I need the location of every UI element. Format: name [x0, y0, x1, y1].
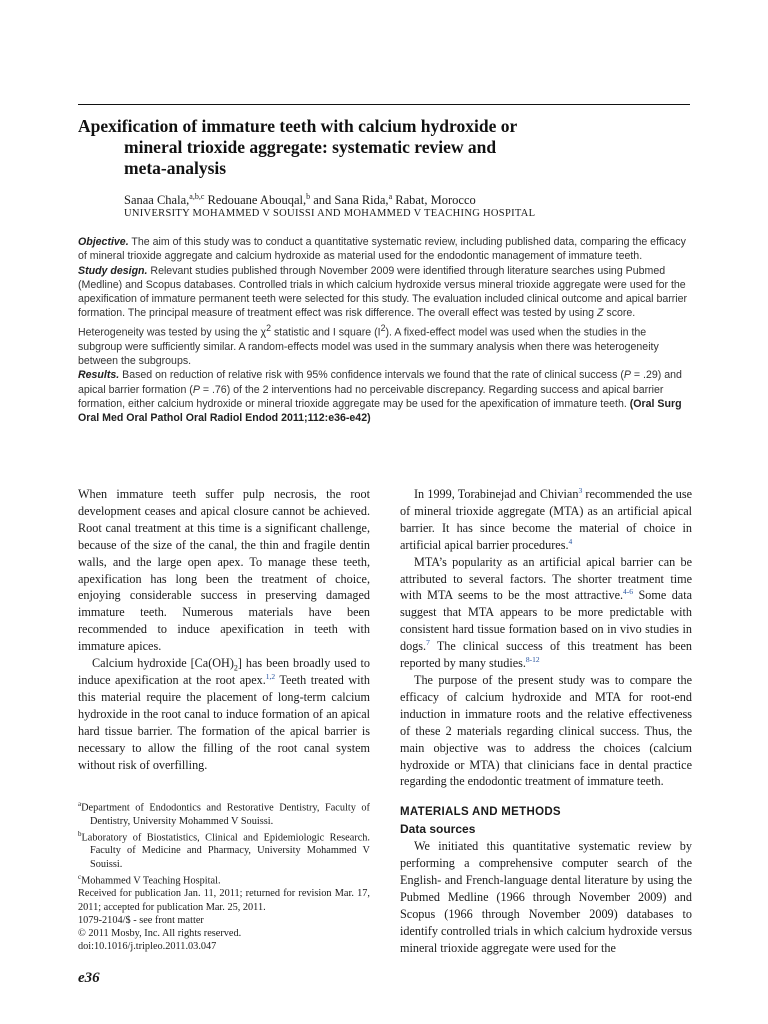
design-z: Z: [596, 307, 604, 320]
objective-label: Objective.: [78, 236, 129, 248]
design-text-3: statistic and I square (I: [271, 326, 381, 339]
subheading-data-sources: Data sources: [400, 822, 476, 837]
author-chala: Sanaa Chala,: [124, 193, 190, 208]
p2-text-c: Teeth treated with this material require the placement of long-term calcium hydroxide in the root canal to induce formation of an apical hard tissue barrier. The formation of the apical barrier is necessary to allow the filling of the root canal system without risk of overfilling.: [78, 672, 370, 772]
study-design-label: Study design.: [78, 264, 148, 277]
issn-line: 1079-2104/$ - see front matter: [78, 914, 204, 926]
chi-square-sup: 2: [266, 322, 272, 333]
title-line-3: meta-analysis: [124, 158, 227, 178]
author-abouqal: Redouane Abouqal,: [204, 193, 307, 208]
ref-4-link[interactable]: 4: [568, 536, 573, 546]
footnote-b: [78, 828, 370, 871]
intro-paragraph-2: [78, 655, 370, 773]
title-line-2: mineral trioxide aggregate: systematic review and: [124, 137, 497, 157]
i-square-sup: 2: [380, 322, 386, 333]
rp1-text-b: recommended the use of mineral trioxide aggregate (MTA) as an artificial apical barrier. It has since become the material of choice in artificial apical barrier procedures.: [400, 487, 692, 552]
right-paragraph-1: [400, 486, 692, 554]
right-paragraph-4: We initiated this quantitative systematic review by performing a comprehensive computer search of the English- and French-language dental literature by using the Pubmed Medline (1966 through November 2009) and Scopus (1966 through November 2009) databases to identify controlled trials in which calcium hydroxide versus mineral trioxide aggregate were used for the: [400, 839, 692, 955]
author-location: Rabat, Morocco: [392, 193, 476, 208]
journal-citation: (Oral Surg Oral Med Oral Pathol Oral Radiol Endod 2011;112:e36-e42): [78, 397, 682, 425]
footnote-a: [78, 798, 370, 828]
objective-text: The aim of this study was to conduct a quantitative systematic review, including published data, comparing the efficacy of mineral trioxide aggregate and calcium hydroxide as material used for the endodontic management of immature teeth.: [78, 236, 686, 263]
right-column: [400, 486, 692, 956]
p2-subscript: 2: [233, 663, 238, 673]
author-rida-affil: a: [388, 192, 393, 201]
footnote-c-text: Mohammed V Teaching Hospital.: [81, 875, 221, 887]
title-line-1: Apexification of immature teeth with calcium hydroxide or: [78, 116, 518, 136]
author-rida: and Sana Rida,: [310, 193, 389, 208]
results-p1: P: [623, 369, 631, 382]
results-p2: P: [192, 383, 200, 396]
abstract: [78, 235, 690, 425]
author-list: [124, 189, 476, 208]
rp2-text-a: MTA’s popularity as an artificial apical barrier can be attributed to several factors. The shorter treatment time with MTA seems to be the most attractive.: [400, 554, 692, 603]
doi-link[interactable]: doi:10.1016/j.tripleo.2011.03.047: [78, 941, 217, 953]
footnote-c: [78, 871, 370, 888]
abstract-study-design: [78, 264, 690, 369]
received-dates: Received for publication Jan. 11, 2011; returned for revision Mar. 17, 2011; accepted for publication Mar. 25, 2011.: [78, 888, 370, 913]
rp2-text-c: The clinical success of this treatment has been reported by many studies.: [400, 639, 692, 671]
footnote-b-marker: b: [78, 829, 82, 838]
abstract-results: [78, 368, 690, 425]
rp1-text-a: In 1999, Torabinejad and Chivian: [414, 487, 579, 501]
left-column: [78, 486, 370, 773]
copyright-line: © 2011 Mosby, Inc. All rights reserved.: [78, 928, 242, 940]
right-paragraph-2: [400, 554, 692, 672]
footnotes: [78, 798, 370, 954]
design-text-2: score. Heterogeneity was tested by using the χ: [78, 307, 636, 339]
top-rule: [78, 104, 690, 105]
institution: UNIVERSITY MOHAMMED V SOUISSI AND MOHAMMED V TEACHING HOSPITAL: [124, 208, 536, 219]
author-chala-affil: a,b,c: [189, 192, 205, 201]
ref-8-12-link[interactable]: 8-12: [525, 655, 540, 664]
ref-4-6-link[interactable]: 4-6: [623, 587, 634, 597]
p2-text-b: ] has been broadly used to induce apexification at the root apex.: [78, 656, 370, 687]
article-title: [78, 116, 598, 179]
ref-3-link[interactable]: 3: [578, 485, 583, 495]
author-abouqal-affil: b: [306, 192, 311, 201]
page-number: e36: [78, 970, 100, 986]
footnote-b-text: Laboratory of Biostatistics, Clinical and Epidemiologic Research. Faculty of Medicine and Pharmacy, University Mohammed V Souissi.: [81, 832, 370, 870]
results-text-3: = .76) of the 2 interventions had no perceivable discrepancy. Regarding success and apical barrier formation, either calcium hydroxide or mineral trioxide aggregate may be used for the apexification of immature teeth.: [78, 383, 664, 410]
rp2-text-b: Some data suggest that MTA appears to be more predictable with consistent hard tissue formation based on in vivo studies in dogs.: [400, 588, 693, 654]
design-text-1: Relevant studies published through November 2009 were identified through literature searches using Pubmed (Medline) and Scopus databases. Controlled trials in which calcium hydroxide versus mineral trioxide aggregate were used for the apexification of immature permanent teeth were selected for this study. The evaluation included clinical outcome and apical barrier formation. The principal measure of treatment effect was risk difference. The overall effect was tested by using: [78, 264, 688, 320]
right-paragraph-3: The purpose of the present study was to compare the efficacy of calcium hydroxide and MTA for root-end induction in immature roots and the relative effectiveness of these 2 materials regarding clinical success. Thus, the main objective was to address the choices (calcium hydroxide or MTA) that clinicians face in dental practice regarding the endodontic treatment of immature teeth.: [400, 672, 692, 789]
section-heading-methods: MATERIALS AND METHODS: [400, 806, 561, 819]
results-text-2: = .29) and apical barrier formation (: [78, 369, 682, 396]
results-text-1: Based on reduction of relative risk with 95% confidence intervals we found that the rate of clinical success (: [119, 369, 624, 382]
footnote-c-marker: c: [78, 872, 82, 881]
p2-text-a: Calcium hydroxide [Ca(OH): [92, 656, 234, 671]
abstract-objective: [78, 235, 690, 264]
ref-1-2-link[interactable]: 1,2: [265, 671, 276, 681]
footnote-a-text: Department of Endodontics and Restorative Dentistry, Faculty of Dentistry, University Mohammed V Souissi.: [81, 802, 370, 827]
results-label: Results.: [78, 369, 120, 382]
intro-paragraph-1: When immature teeth suffer pulp necrosis, the root development ceases and apical closure cannot be achieved. Root canal treatment at this time is a significant challenge, because of the size of the canal, the thin and fragile dentin walls, and the large open apex. To manage these teeth, apexification has long been the treatment of choice, enjoying considerable success in preserving damaged immature teeth. Numerous materials have been recommended to induce apexification in teeth with immature apices.: [78, 487, 370, 654]
design-text-4: ). A fixed-effect model was used when the studies in the subgroup were sufficiently similar. A random-effects model was used in the summary analysis when there was heterogeneity between the subgroups.: [78, 326, 659, 367]
footnote-a-marker: a: [78, 800, 82, 808]
ref-7-link[interactable]: 7: [426, 638, 430, 648]
